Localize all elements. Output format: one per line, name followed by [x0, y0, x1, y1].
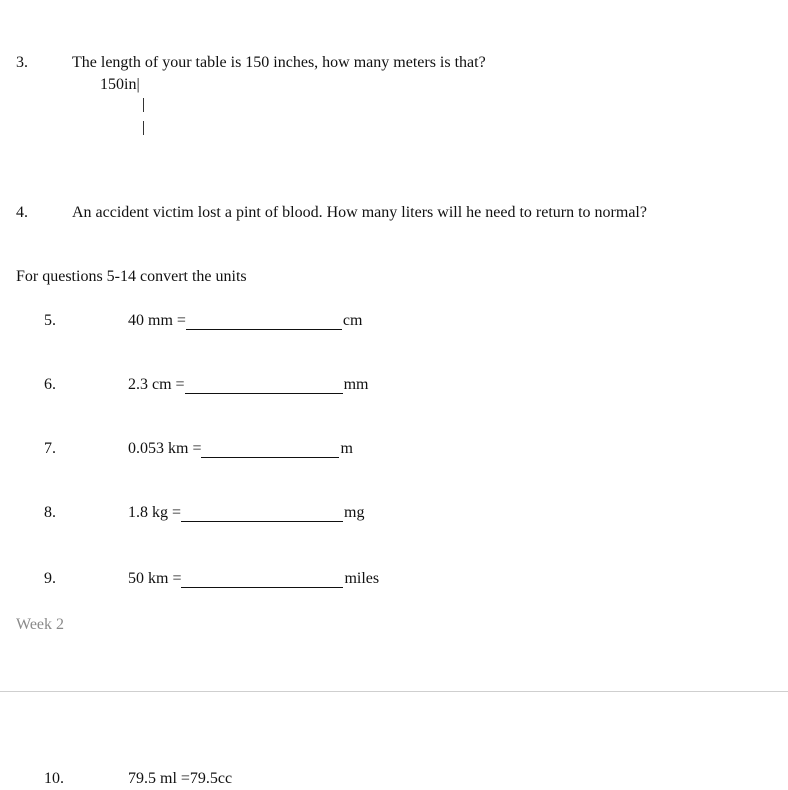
- question-3-number: 3.: [16, 54, 28, 71]
- conversion-5-answer-blank[interactable]: [186, 312, 342, 330]
- conversion-7-answer-blank[interactable]: [201, 440, 339, 458]
- conversion-10-expression: 79.5 ml =79.5cc: [128, 770, 233, 787]
- conversion-8-answer-blank[interactable]: [181, 504, 343, 522]
- question-3-text: The length of your table is 150 inches, how many meters is that?: [72, 54, 486, 71]
- conversion-7-row: [128, 440, 353, 458]
- conversion-9-number: 9.: [44, 570, 56, 587]
- conversion-6-number: 6.: [44, 376, 56, 393]
- conversion-8-expression: 1.8 kg =: [128, 504, 182, 521]
- conversion-6-row: [128, 376, 368, 394]
- conversion-9-expression: 50 km =: [128, 570, 182, 587]
- conversion-7-number: 7.: [44, 440, 56, 457]
- page-footer-week: Week 2: [16, 616, 65, 633]
- conversion-8-row: [128, 504, 364, 522]
- conversion-5-row: [128, 312, 362, 330]
- work-divider-line: [143, 98, 144, 112]
- question-3-work: 150in|: [100, 76, 140, 93]
- question-4-text: An accident victim lost a pint of blood. How many liters will he need to return to normal?: [72, 204, 647, 221]
- conversion-9-answer-blank[interactable]: [181, 570, 343, 588]
- conversion-6-expression: 2.3 cm =: [128, 376, 185, 393]
- conversion-8-unit: mg: [344, 504, 365, 521]
- page-break-divider: [0, 691, 788, 692]
- conversion-8-number: 8.: [44, 504, 56, 521]
- work-divider-line: [143, 121, 144, 135]
- conversion-5-number: 5.: [44, 312, 56, 329]
- conversion-7-expression: 0.053 km =: [128, 440, 202, 457]
- conversion-10-row: [128, 770, 232, 788]
- conversion-6-unit: mm: [343, 376, 369, 393]
- conversion-6-answer-blank[interactable]: [185, 376, 343, 394]
- question-4-number: 4.: [16, 204, 28, 221]
- conversion-9-unit: miles: [344, 570, 380, 587]
- section-instruction: For questions 5-14 convert the units: [16, 268, 247, 285]
- conversion-5-expression: 40 mm =: [128, 312, 186, 329]
- conversion-10-number: 10.: [44, 770, 64, 787]
- conversion-5-unit: cm: [342, 312, 363, 329]
- conversion-9-row: [128, 570, 379, 588]
- conversion-7-unit: m: [340, 440, 353, 457]
